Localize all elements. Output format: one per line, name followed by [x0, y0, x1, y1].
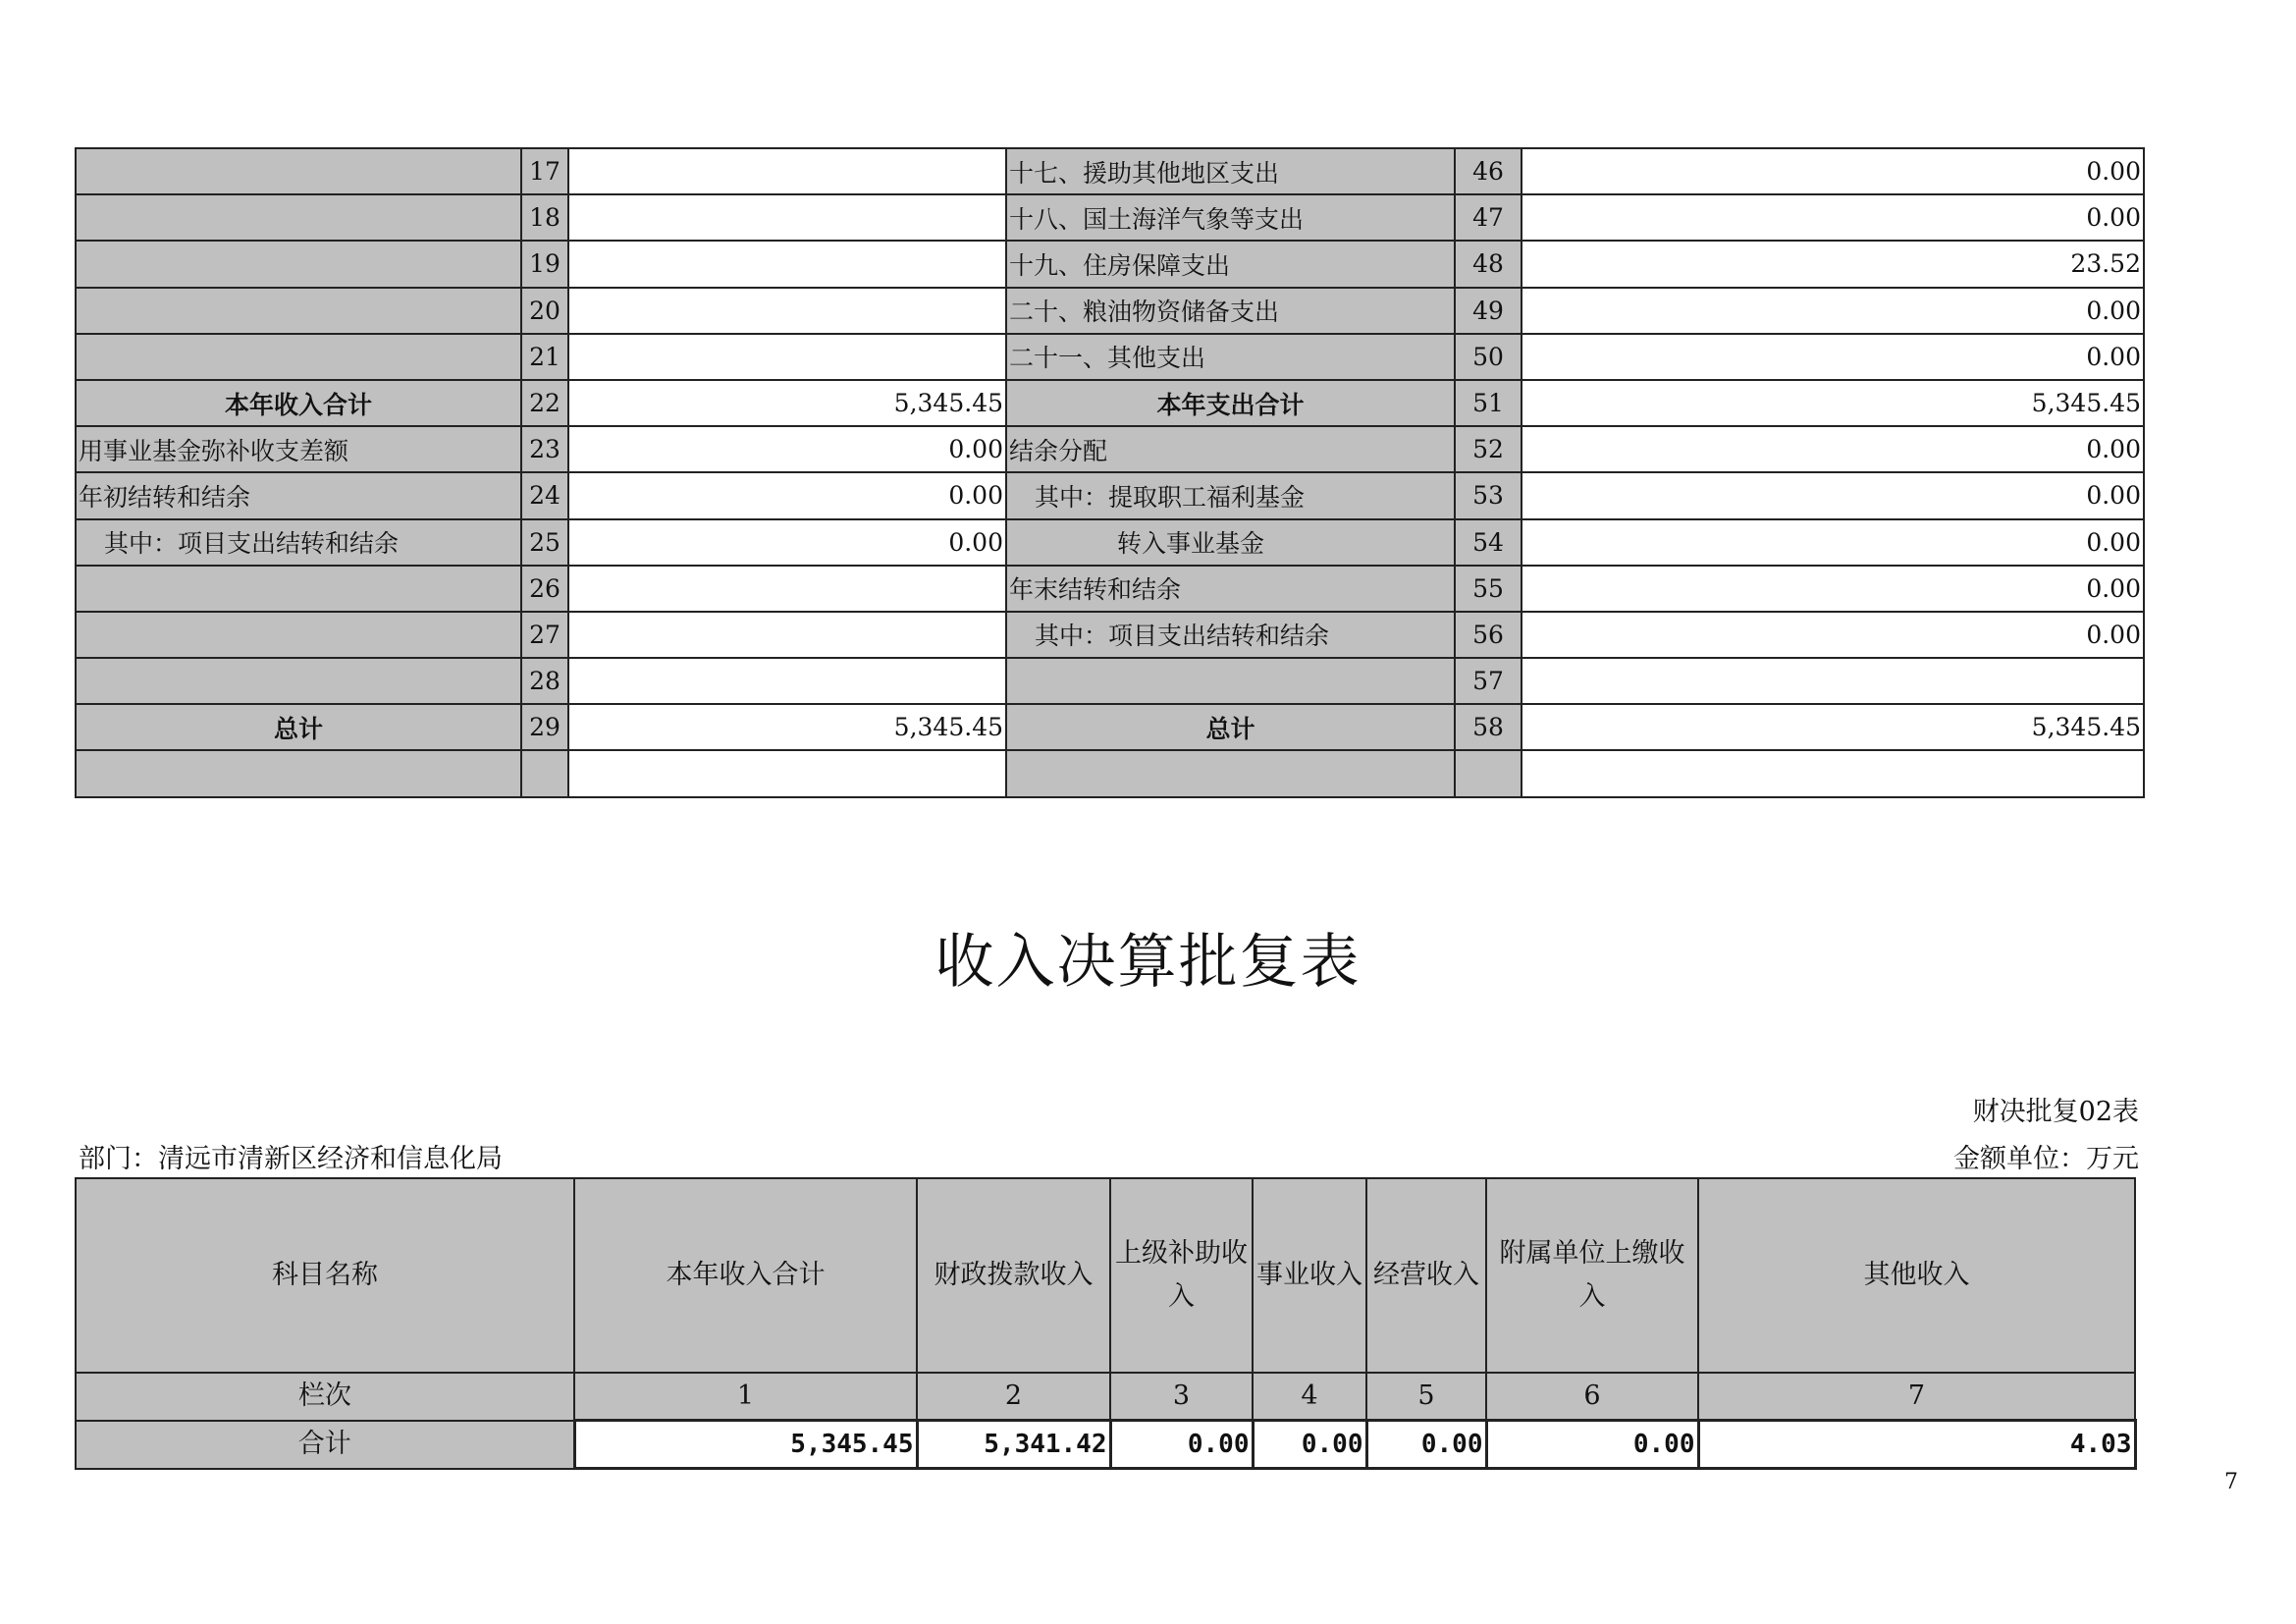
left-row-number: 21	[521, 334, 568, 380]
amount-unit-label: 金额单位：万元	[1953, 1144, 2139, 1174]
right-row-number: 48	[1455, 241, 1522, 287]
left-item-label	[76, 194, 521, 241]
right-row-number: 56	[1455, 612, 1522, 658]
right-item-label: 十八、国土海洋气象等支出	[1006, 194, 1455, 241]
table-row	[76, 194, 2144, 241]
right-amount: 0.00	[1522, 334, 2144, 380]
left-item-label: 年初结转和结余	[76, 472, 521, 518]
right-amount: 0.00	[1522, 612, 2144, 658]
left-item-label	[76, 148, 521, 194]
table-row	[76, 426, 2144, 472]
column-number: 1	[574, 1373, 917, 1421]
column-number: 4	[1253, 1373, 1366, 1421]
column-header: 科目名称	[76, 1178, 574, 1373]
right-row-number: 51	[1455, 380, 1522, 426]
left-row-number: 28	[521, 658, 568, 704]
column-header: 其他收入	[1698, 1178, 2135, 1373]
left-amount	[568, 612, 1006, 658]
right-item-label	[1006, 658, 1455, 704]
right-row-number: 50	[1455, 334, 1522, 380]
page-number: 7	[2224, 1470, 2238, 1494]
left-row-number: 18	[521, 194, 568, 241]
right-item-label: 其中：项目支出结转和结余	[1006, 612, 1455, 658]
right-item-label: 二十一、其他支出	[1006, 334, 1455, 380]
right-amount: 0.00	[1522, 194, 2144, 241]
right-item-label: 二十、粮油物资储备支出	[1006, 288, 1455, 334]
total-value: 5,341.42	[917, 1421, 1110, 1469]
right-amount: 0.00	[1522, 148, 2144, 194]
section-title: 收入决算批复表	[934, 928, 1362, 997]
total-value: 5,345.45	[574, 1421, 917, 1469]
empty-cell	[1455, 750, 1522, 797]
table-row	[76, 658, 2144, 704]
total-value: 4.03	[1698, 1421, 2135, 1469]
left-amount	[568, 241, 1006, 287]
right-amount	[1522, 658, 2144, 704]
left-row-number: 23	[521, 426, 568, 472]
column-number: 7	[1698, 1373, 2135, 1421]
right-row-number: 47	[1455, 194, 1522, 241]
empty-cell	[76, 750, 521, 797]
table-row	[76, 380, 2144, 426]
column-header: 附属单位上缴收入	[1486, 1178, 1698, 1373]
left-amount	[568, 658, 1006, 704]
right-row-number: 49	[1455, 288, 1522, 334]
left-amount: 0.00	[568, 519, 1006, 566]
column-number: 2	[917, 1373, 1110, 1421]
total-value: 0.00	[1253, 1421, 1366, 1469]
right-item-label: 本年支出合计	[1006, 380, 1455, 426]
left-row-number: 24	[521, 472, 568, 518]
right-amount: 5,345.45	[1522, 704, 2144, 750]
right-item-label: 总计	[1006, 704, 1455, 750]
column-number-row	[76, 1373, 2135, 1421]
right-row-number: 57	[1455, 658, 1522, 704]
form-code: 财决批复02表	[1972, 1097, 2139, 1127]
right-amount: 0.00	[1522, 566, 2144, 612]
table-row	[76, 612, 2144, 658]
right-row-number: 46	[1455, 148, 1522, 194]
left-item-label	[76, 612, 521, 658]
empty-cell	[1522, 750, 2144, 797]
right-item-label: 年末结转和结余	[1006, 566, 1455, 612]
right-row-number: 58	[1455, 704, 1522, 750]
left-amount: 5,345.45	[568, 704, 1006, 750]
column-header: 经营收入	[1366, 1178, 1486, 1373]
right-amount: 0.00	[1522, 426, 2144, 472]
column-header: 上级补助收入	[1110, 1178, 1253, 1373]
empty-cell	[521, 750, 568, 797]
column-header: 事业收入	[1253, 1178, 1366, 1373]
column-number: 5	[1366, 1373, 1486, 1421]
left-amount	[568, 288, 1006, 334]
left-amount	[568, 194, 1006, 241]
left-item-label: 用事业基金弥补收支差额	[76, 426, 521, 472]
income-expenditure-summary-table	[75, 147, 2145, 798]
header-row	[76, 1178, 2135, 1373]
left-amount	[568, 148, 1006, 194]
left-row-number: 27	[521, 612, 568, 658]
right-row-number: 55	[1455, 566, 1522, 612]
table-row	[76, 472, 2144, 518]
table-row	[76, 519, 2144, 566]
right-row-number: 52	[1455, 426, 1522, 472]
left-item-label	[76, 288, 521, 334]
total-row	[76, 1421, 2135, 1469]
total-value: 0.00	[1486, 1421, 1698, 1469]
total-value: 0.00	[1110, 1421, 1253, 1469]
right-amount: 0.00	[1522, 519, 2144, 566]
right-row-number: 54	[1455, 519, 1522, 566]
right-item-label: 其中：提取职工福利基金	[1006, 472, 1455, 518]
table-row-empty	[76, 750, 2144, 797]
right-amount: 0.00	[1522, 472, 2144, 518]
left-item-label	[76, 658, 521, 704]
department-label: 部门：清远市清新区经济和信息化局	[79, 1144, 503, 1174]
left-row-number: 17	[521, 148, 568, 194]
total-label: 合计	[76, 1421, 574, 1469]
table-row	[76, 566, 2144, 612]
left-item-label	[76, 566, 521, 612]
right-item-label: 转入事业基金	[1006, 519, 1455, 566]
left-row-number: 26	[521, 566, 568, 612]
right-row-number: 53	[1455, 472, 1522, 518]
left-item-label: 本年收入合计	[76, 380, 521, 426]
right-item-label: 十七、援助其他地区支出	[1006, 148, 1455, 194]
column-number-label: 栏次	[76, 1373, 574, 1421]
column-header: 财政拨款收入	[917, 1178, 1110, 1373]
empty-cell	[1006, 750, 1455, 797]
left-item-label: 其中：项目支出结转和结余	[76, 519, 521, 566]
right-amount: 0.00	[1522, 288, 2144, 334]
right-item-label: 结余分配	[1006, 426, 1455, 472]
left-item-label	[76, 241, 521, 287]
right-item-label: 十九、住房保障支出	[1006, 241, 1455, 287]
column-number: 6	[1486, 1373, 1698, 1421]
left-amount: 5,345.45	[568, 380, 1006, 426]
empty-cell	[568, 750, 1006, 797]
income-final-accounts-table	[75, 1177, 2137, 1470]
left-amount: 0.00	[568, 472, 1006, 518]
table-row	[76, 288, 2144, 334]
left-item-label	[76, 334, 521, 380]
table-row	[76, 704, 2144, 750]
left-amount	[568, 566, 1006, 612]
table-row	[76, 334, 2144, 380]
left-amount	[568, 334, 1006, 380]
left-row-number: 22	[521, 380, 568, 426]
left-item-label: 总计	[76, 704, 521, 750]
right-amount: 5,345.45	[1522, 380, 2144, 426]
left-row-number: 20	[521, 288, 568, 334]
left-row-number: 29	[521, 704, 568, 750]
left-amount: 0.00	[568, 426, 1006, 472]
table-row	[76, 148, 2144, 194]
right-amount: 23.52	[1522, 241, 2144, 287]
left-row-number: 19	[521, 241, 568, 287]
column-header: 本年收入合计	[574, 1178, 917, 1373]
total-value: 0.00	[1366, 1421, 1486, 1469]
table-row	[76, 241, 2144, 287]
column-number: 3	[1110, 1373, 1253, 1421]
left-row-number: 25	[521, 519, 568, 566]
